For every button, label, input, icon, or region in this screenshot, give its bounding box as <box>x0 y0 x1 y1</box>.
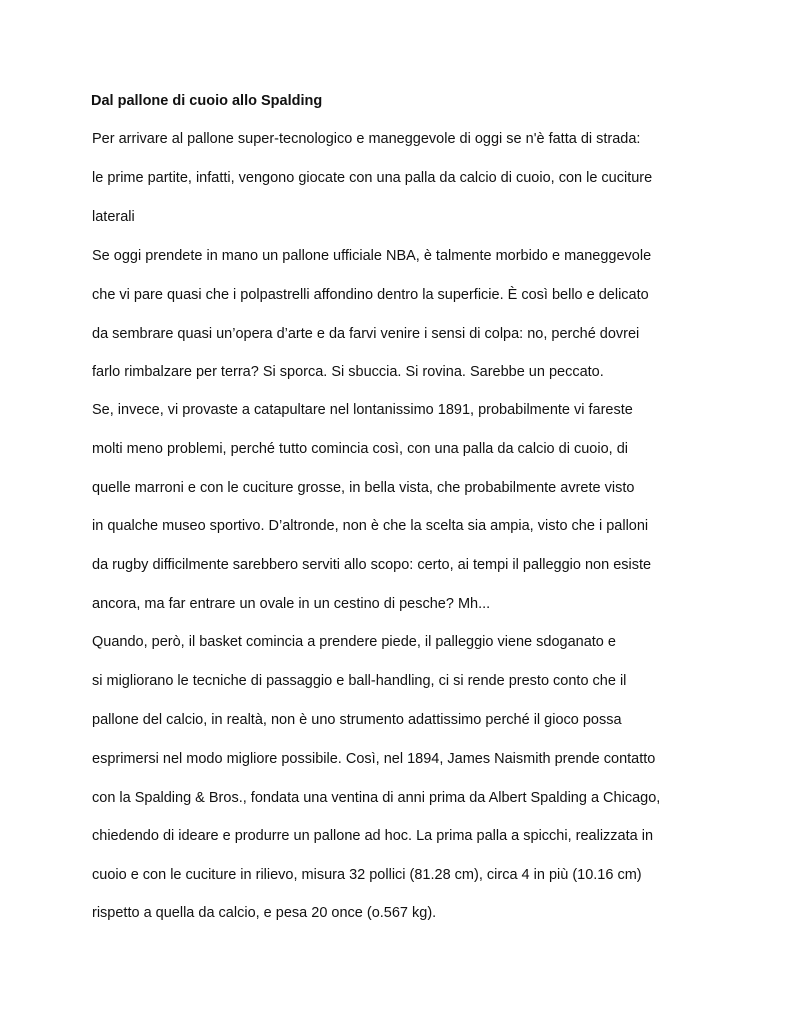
text-line: con la Spalding & Bros., fondata una ventina di anni prima da Albert Spalding a Chicago, <box>92 790 661 806</box>
text-line: le prime partite, infatti, vengono giocate con una palla da calcio di cuoio, con le cuciture <box>92 170 653 186</box>
text-line: quelle marroni e con le cuciture grosse, in bella vista, che probabilmente avrete visto <box>92 480 635 496</box>
text-line: Per arrivare al pallone super-tecnologico e maneggevole di oggi se n'è fatta di strada: <box>92 131 641 147</box>
text-line: esprimersi nel modo migliore possibile. Così, nel 1894, James Naismith prende contatto <box>92 751 656 767</box>
text-line: da rugby difficilmente sarebbero serviti allo scopo: certo, ai tempi il palleggio non esiste <box>92 557 652 573</box>
text-line: si migliorano le tecniche di passaggio e ball-handling, ci si rende presto conto che il <box>92 673 627 689</box>
text-line: Se, invece, vi provaste a catapultare nel lontanissimo 1891, probabilmente vi fareste <box>92 402 633 418</box>
text-line: Se oggi prendete in mano un pallone ufficiale NBA, è talmente morbido e maneggevole <box>92 248 652 264</box>
text-line: pallone del calcio, in realtà, non è uno strumento adattissimo perché il gioco possa <box>92 712 622 728</box>
text-line: chiedendo di ideare e produrre un pallone ad hoc. La prima palla a spicchi, realizzata in <box>92 828 654 844</box>
text-line: molti meno problemi, perché tutto comincia così, con una palla da calcio di cuoio, di <box>92 441 628 457</box>
text-line: cuoio e con le cuciture in rilievo, misura 32 pollici (81.28 cm), circa 4 in più (10.16 cm) <box>92 867 642 883</box>
text-line: farlo rimbalzare per terra? Si sporca. Si sbuccia. Si rovina. Sarebbe un peccato. <box>92 364 604 380</box>
text-line: da sembrare quasi un’opera d’arte e da farvi venire i sensi di colpa: no, perché dovrei <box>92 326 640 342</box>
document-title: Dal pallone di cuoio allo Spalding <box>91 93 323 109</box>
text-line: laterali <box>92 209 135 225</box>
text-line: ancora, ma far entrare un ovale in un cestino di pesche? Mh... <box>92 596 491 612</box>
text-line: che vi pare quasi che i polpastrelli affondino dentro la superficie. È così bello e delicato <box>92 287 649 303</box>
text-line: in qualche museo sportivo. D’altronde, non è che la scelta sia ampia, visto che i palloni <box>92 518 649 534</box>
text-line: Quando, però, il basket comincia a prendere piede, il palleggio viene sdoganato e <box>92 634 616 650</box>
text-line: rispetto a quella da calcio, e pesa 20 once (o.567 kg). <box>92 905 437 921</box>
